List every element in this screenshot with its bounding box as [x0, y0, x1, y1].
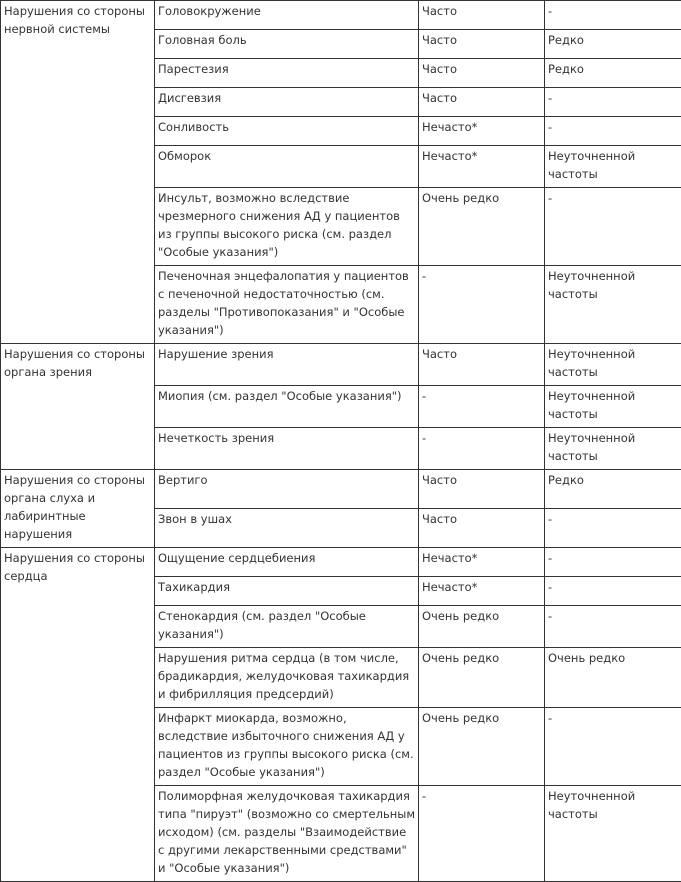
frequency-cell: -	[545, 88, 681, 117]
effect-cell: Головокружение	[155, 1, 419, 30]
frequency-cell: Редко	[545, 30, 681, 59]
frequency-cell: Неуточненной частоты	[545, 146, 681, 188]
frequency-cell: Нечасто*	[419, 146, 545, 188]
frequency-cell: Очень редко	[545, 648, 681, 708]
frequency-cell: -	[545, 188, 681, 266]
effect-cell: Стенокардия (см. раздел "Особые указания")	[155, 606, 419, 648]
frequency-cell: -	[545, 708, 681, 786]
organ-class-cell: Нарушения со стороны органа зрения	[1, 344, 155, 470]
frequency-cell: Неуточненной частоты	[545, 428, 681, 470]
organ-class-cell: Нарушения со стороны нервной системы	[1, 1, 155, 344]
frequency-cell: Часто	[419, 509, 545, 548]
frequency-cell: -	[419, 386, 545, 428]
frequency-cell: -	[545, 1, 681, 30]
frequency-cell: Редко	[545, 59, 681, 88]
effect-cell: Нарушение зрения	[155, 344, 419, 386]
effect-cell: Печеночная энцефалопатия у пациентов с печеночной недостаточностью (см. разделы "Противопоказания" и "Особые указания")	[155, 266, 419, 344]
effect-cell: Ощущение сердцебиения	[155, 548, 419, 577]
frequency-cell: Редко	[545, 470, 681, 509]
frequency-cell: Неуточненной частоты	[545, 266, 681, 344]
frequency-cell: Часто	[419, 30, 545, 59]
effect-cell: Инфаркт миокарда, возможно, вследствие избыточного снижения АД у пациентов из группы высокого риска (см. раздел "Особые указания")	[155, 708, 419, 786]
frequency-cell: Нечасто*	[419, 548, 545, 577]
frequency-cell: -	[545, 548, 681, 577]
frequency-cell: Неуточненной частоты	[545, 344, 681, 386]
effect-cell: Миопия (см. раздел "Особые указания")	[155, 386, 419, 428]
table-row	[1, 344, 681, 386]
organ-class-cell: Нарушения со стороны сердца	[1, 548, 155, 882]
frequency-cell: Неуточненной частоты	[545, 386, 681, 428]
effect-cell: Головная боль	[155, 30, 419, 59]
frequency-cell: Часто	[419, 88, 545, 117]
table-row	[1, 548, 681, 577]
frequency-cell: Очень редко	[419, 708, 545, 786]
effect-cell: Парестезия	[155, 59, 419, 88]
effect-cell: Нечеткость зрения	[155, 428, 419, 470]
effect-cell: Тахикардия	[155, 577, 419, 606]
frequency-cell: Очень редко	[419, 606, 545, 648]
frequency-cell: -	[545, 117, 681, 146]
frequency-cell: Очень редко	[419, 188, 545, 266]
effect-cell: Обморок	[155, 146, 419, 188]
frequency-cell: -	[545, 606, 681, 648]
effect-cell: Вертиго	[155, 470, 419, 509]
frequency-cell: Часто	[419, 470, 545, 509]
effect-cell: Сонливость	[155, 117, 419, 146]
frequency-cell: -	[419, 428, 545, 470]
effect-cell: Дисгевзия	[155, 88, 419, 117]
frequency-cell: -	[545, 509, 681, 548]
frequency-cell: -	[545, 577, 681, 606]
table-row	[1, 470, 681, 509]
frequency-cell: Нечасто*	[419, 117, 545, 146]
frequency-cell: Неуточненной частоты	[545, 786, 681, 882]
frequency-cell: -	[419, 266, 545, 344]
table-row	[1, 1, 681, 30]
frequency-cell: Нечасто*	[419, 577, 545, 606]
effect-cell: Нарушения ритма сердца (в том числе, брадикардия, желудочковая тахикардия и фибрилляция предсердий)	[155, 648, 419, 708]
frequency-cell: Часто	[419, 344, 545, 386]
frequency-cell: Очень редко	[419, 648, 545, 708]
effect-cell: Полиморфная желудочковая тахикардия типа "пируэт" (возможно со смертельным исходом) (см. разделы "Взаимодействие с другими лекарственными средствами" и "Особые указания")	[155, 786, 419, 882]
organ-class-cell: Нарушения со стороны органа слуха и лабиринтные нарушения	[1, 470, 155, 548]
frequency-cell: Часто	[419, 59, 545, 88]
effect-cell: Звон в ушах	[155, 509, 419, 548]
frequency-cell: Часто	[419, 1, 545, 30]
frequency-cell: -	[419, 786, 545, 882]
effect-cell: Инсульт, возможно вследствие чрезмерного снижения АД у пациентов из группы высокого риска (см. раздел "Особые указания")	[155, 188, 419, 266]
